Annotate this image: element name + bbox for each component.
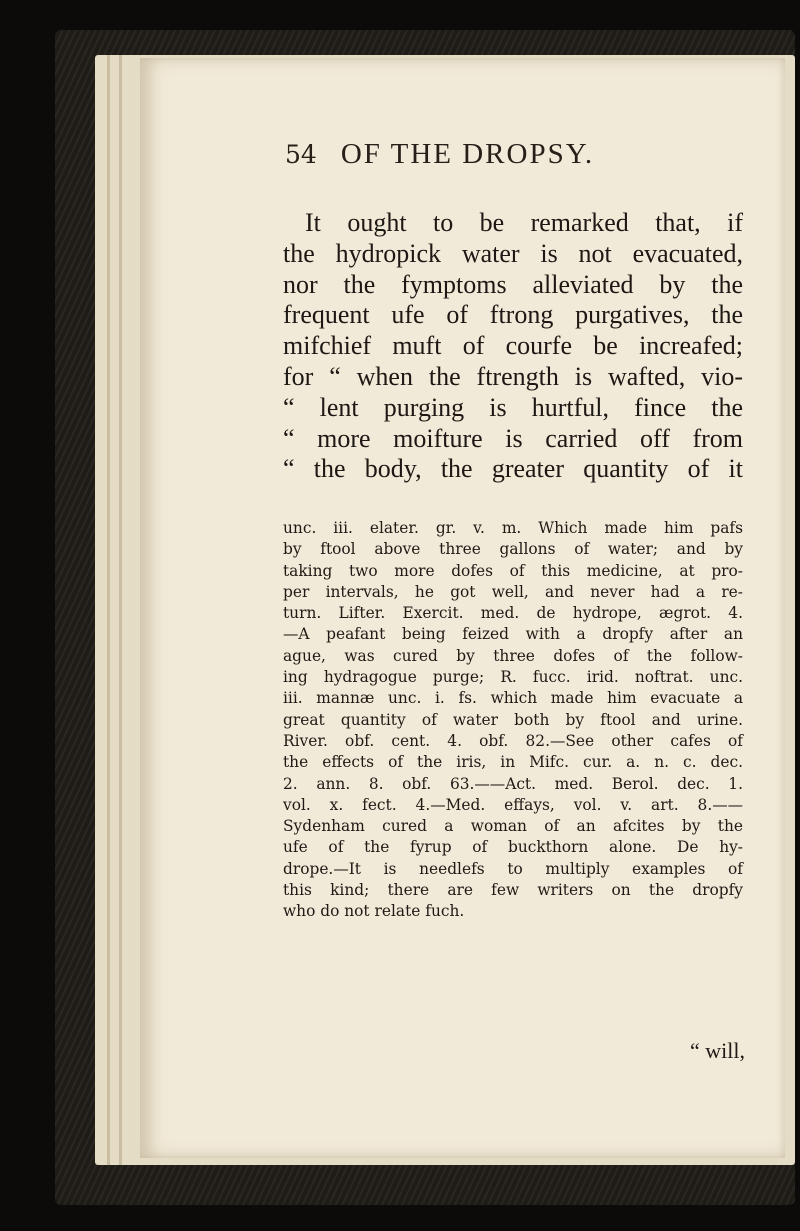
text-line: nor the fymptoms alleviated by the	[283, 269, 743, 299]
footnote-line: 2. ann. 8. obf. 63.——Act. med. Berol. dec. 1.	[283, 774, 743, 793]
text-line: the hydropick water is not evacuated,	[283, 238, 743, 268]
footnote-line: vol. x. fect. 4.—Med. effays, vol. v. art. 8.——	[283, 795, 743, 814]
footnote-line: iii. mannæ unc. i. fs. which made him evacuate a	[283, 689, 743, 708]
footnote-line: who do not relate fuch.	[283, 902, 465, 921]
footnote-line: by ftool above three gallons of water; and by	[283, 540, 743, 559]
page-number: 54	[285, 140, 317, 169]
text-line: It ought to be remarked that, if	[305, 208, 743, 237]
footnote	[283, 518, 743, 923]
footnote-line: unc. iii. elater. gr. v. m. Which made him pafs	[283, 519, 743, 537]
footnote-line: turn. Lifter. Exercit. med. de hydrope, ægrot. 4.	[283, 604, 743, 623]
footnote-line: per intervals, he got well, and never had a re-	[283, 582, 743, 601]
footnote-line: the effects of the iris, in Mifc. cur. a. n. c. dec.	[283, 753, 743, 772]
text-line: “ more moifture is carried off from	[283, 423, 743, 453]
footnote-line: ague, was cured by three dofes of the follow-	[283, 646, 743, 665]
running-head: OF THE DROPSY.	[340, 138, 595, 170]
footnote-line: taking two more dofes of this medicine, at pro-	[283, 561, 743, 580]
text-line: “ the body, the greater quantity of it	[283, 454, 743, 484]
footnote-line: River. obf. cent. 4. obf. 82.—See other cafes of	[283, 731, 743, 750]
text-line: mifchief muft of courfe be increafed;	[283, 331, 743, 361]
text-line: “ lent purging is hurtful, fince the	[283, 392, 743, 422]
footnote-line: ing hydragogue purge; R. fucc. irid. noftrat. unc.	[283, 668, 743, 687]
main-text	[283, 208, 743, 485]
footnote-line: this kind; there are few writers on the dropfy	[283, 881, 743, 900]
footnote-line: —A peafant being feized with a dropfy after an	[283, 625, 743, 644]
text-line: frequent ufe of ftrong purgatives, the	[283, 300, 743, 330]
text-line: for “ when the ftrength is wafted, vio-	[283, 361, 743, 391]
page-header	[285, 138, 594, 178]
catchword: “ will,	[690, 1038, 745, 1063]
footnote-line: ufe of the fyrup of buckthorn alone. De hy-	[283, 838, 743, 857]
footnote-line: great quantity of water both by ftool and urine.	[283, 710, 743, 729]
footnote-line: Sydenham cured a woman of an afcites by the	[283, 817, 743, 836]
footnote-line: drope.—It is needlefs to multiply examples of	[283, 859, 743, 878]
